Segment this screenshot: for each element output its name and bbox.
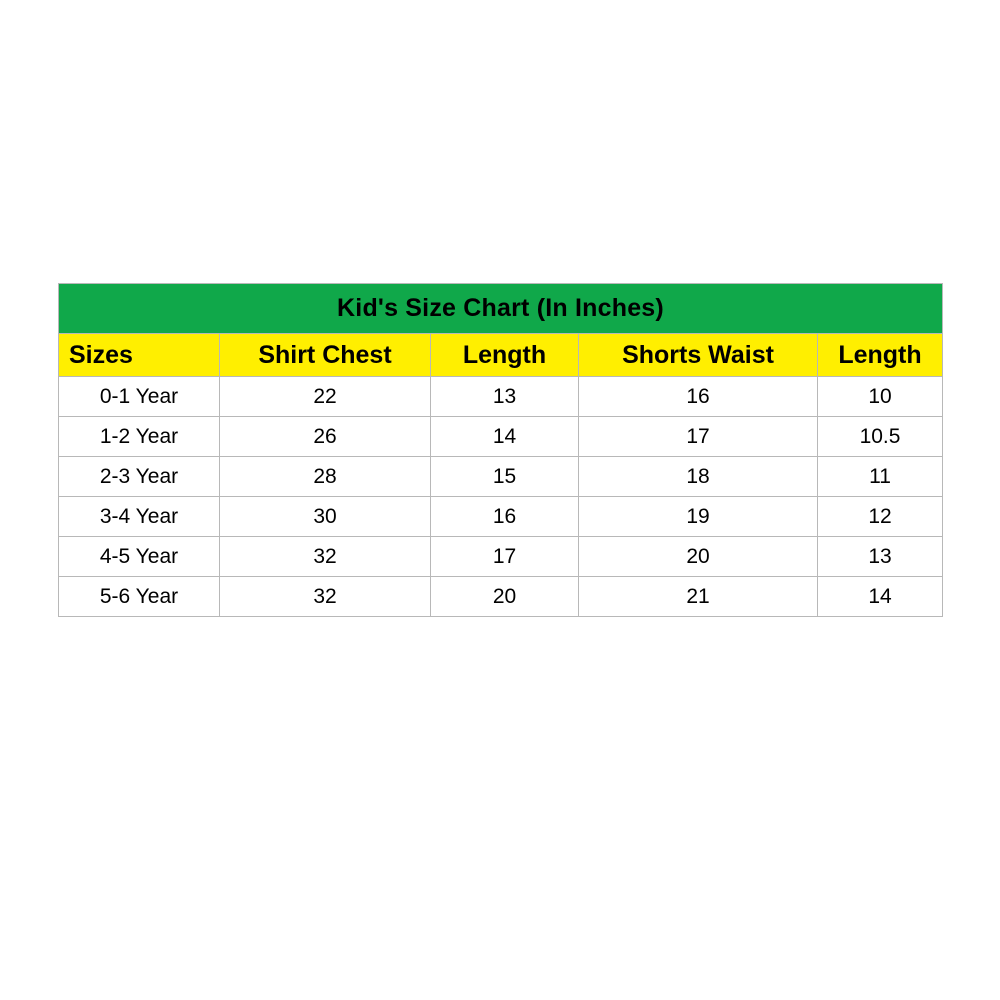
cell-shorts-waist: 16 xyxy=(579,377,818,417)
column-header-sizes: Sizes xyxy=(59,334,220,377)
table-row xyxy=(59,577,943,617)
table-row xyxy=(59,497,943,537)
cell-shorts-length: 11 xyxy=(818,457,943,497)
cell-shirt-length: 15 xyxy=(431,457,579,497)
cell-size: 5-6 Year xyxy=(59,577,220,617)
cell-shorts-length: 13 xyxy=(818,537,943,577)
cell-shorts-length: 14 xyxy=(818,577,943,617)
column-header-shorts-waist: Shorts Waist xyxy=(579,334,818,377)
cell-shirt-chest: 32 xyxy=(220,577,431,617)
kids-size-chart-table xyxy=(58,283,943,617)
cell-size: 2-3 Year xyxy=(59,457,220,497)
column-header-shirt-chest: Shirt Chest xyxy=(220,334,431,377)
cell-shorts-waist: 20 xyxy=(579,537,818,577)
table-row xyxy=(59,377,943,417)
cell-shirt-chest: 26 xyxy=(220,417,431,457)
cell-shirt-length: 20 xyxy=(431,577,579,617)
cell-shorts-waist: 19 xyxy=(579,497,818,537)
table-row xyxy=(59,457,943,497)
column-header-shorts-length: Length xyxy=(818,334,943,377)
cell-size: 0-1 Year xyxy=(59,377,220,417)
table-row xyxy=(59,417,943,457)
cell-shirt-chest: 30 xyxy=(220,497,431,537)
cell-shorts-length: 12 xyxy=(818,497,943,537)
size-chart-container xyxy=(58,283,942,617)
cell-shorts-waist: 18 xyxy=(579,457,818,497)
cell-shirt-chest: 22 xyxy=(220,377,431,417)
column-header-shirt-length: Length xyxy=(431,334,579,377)
cell-size: 3-4 Year xyxy=(59,497,220,537)
cell-shirt-chest: 28 xyxy=(220,457,431,497)
cell-shirt-chest: 32 xyxy=(220,537,431,577)
cell-shorts-length: 10.5 xyxy=(818,417,943,457)
cell-size: 4-5 Year xyxy=(59,537,220,577)
cell-shirt-length: 16 xyxy=(431,497,579,537)
cell-shirt-length: 17 xyxy=(431,537,579,577)
chart-title: Kid's Size Chart (In Inches) xyxy=(59,284,943,334)
cell-shorts-length: 10 xyxy=(818,377,943,417)
cell-shirt-length: 13 xyxy=(431,377,579,417)
cell-size: 1-2 Year xyxy=(59,417,220,457)
table-row xyxy=(59,537,943,577)
table-header-row xyxy=(59,334,943,377)
chart-title-row xyxy=(59,284,943,334)
cell-shirt-length: 14 xyxy=(431,417,579,457)
cell-shorts-waist: 21 xyxy=(579,577,818,617)
cell-shorts-waist: 17 xyxy=(579,417,818,457)
